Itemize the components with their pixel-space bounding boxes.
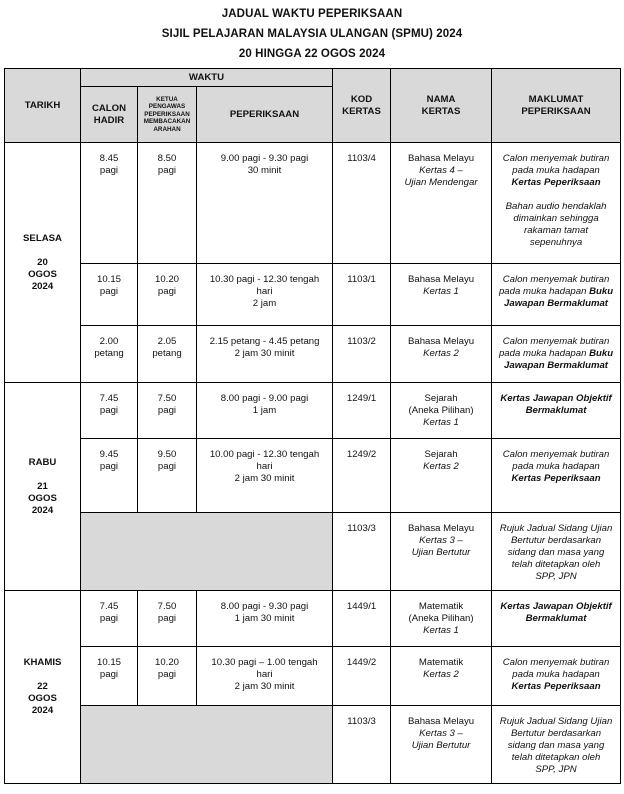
ketua-pengawas-cell (138, 647, 197, 706)
time-period: pagi (157, 405, 177, 416)
kod-kertas-cell (333, 706, 391, 784)
paper-code: 1249/2 (346, 449, 377, 460)
info-line-bold: Kertas Peperiksaan (511, 681, 601, 692)
peperiksaan-cell (197, 264, 333, 326)
maklumat-cell (492, 513, 621, 591)
ketua-header-line-5: ARAHAN (153, 125, 181, 133)
info-line-bold: Kertas Jawapan Objektif (500, 393, 612, 404)
info-line: Bertutur berdasarkan (510, 535, 602, 546)
peperiksaan-cell (197, 591, 333, 647)
nama-kertas-cell (391, 647, 492, 706)
time-value: 10.20 (154, 657, 179, 668)
kod-kertas-cell (333, 591, 391, 647)
info-line: Rujuk Jadual Sidang Ujian (499, 523, 613, 534)
calon-header-line-2: HADIR (93, 114, 125, 126)
day-year: 2024 (31, 705, 54, 716)
time-period: pagi (99, 461, 119, 472)
time-period: petang (152, 348, 182, 359)
paper-type: Ujian Bertutur (411, 547, 471, 558)
time-value: 2.00 (99, 336, 119, 347)
time-value: 8.50 (157, 153, 177, 164)
maklumat-cell (492, 439, 621, 513)
time-value: 7.50 (157, 393, 177, 404)
day-month: OGOS (28, 268, 57, 280)
exam-time-range: 10.30 pagi - 12.30 tengah (209, 274, 320, 285)
maklumat-cell (492, 326, 621, 383)
document-title-block (0, 4, 624, 64)
peperiksaan-cell (197, 143, 333, 264)
ketua-header-line-1: KETUA (156, 95, 178, 103)
subject-name: Sejarah (424, 449, 458, 460)
time-value: 10.20 (154, 274, 179, 285)
exam-time-cont: hari (256, 669, 273, 680)
schedule-table (4, 68, 621, 784)
paper-type: Ujian Bertutur (411, 740, 471, 751)
info-line-bold: Bermaklumat (525, 613, 587, 624)
exam-time-range: 10.30 pagi – 1.00 tengah (211, 657, 318, 668)
table-row (5, 383, 621, 439)
time-period: pagi (99, 405, 119, 416)
peperiksaan-cell (197, 383, 333, 439)
kod-kertas-cell (333, 647, 391, 706)
table-row (5, 264, 621, 326)
exam-duration: 2 jam 30 minit (234, 348, 295, 359)
nama-header-line-2: KERTAS (421, 105, 461, 117)
info-line: SPP, JPN (535, 571, 577, 582)
nama-kertas-cell (391, 264, 492, 326)
time-period: pagi (157, 165, 177, 176)
calon-hadir-cell (81, 326, 138, 383)
paper-number: Kertas 1 (423, 417, 459, 428)
maklumat-header-line-2: PEPERIKSAAN (521, 105, 591, 117)
exam-duration: 2 jam (252, 298, 277, 309)
time-value: 7.45 (99, 393, 119, 404)
paper-number: Kertas 3 – (419, 535, 463, 546)
maklumat-cell (492, 706, 621, 784)
empty-time-cell (81, 706, 333, 784)
day-date: 22 (37, 681, 48, 692)
time-value: 2.05 (157, 336, 177, 347)
exam-duration: 1 jam 30 minit (234, 613, 295, 624)
nama-kertas-cell (391, 591, 492, 647)
kod-kertas-cell (333, 143, 391, 264)
time-period: pagi (157, 669, 177, 680)
info-line-bold: Jawapan Bermaklumat (504, 360, 609, 371)
title-line-3: 20 HINGGA 22 OGOS 2024 (238, 48, 386, 60)
col-header-nama (391, 69, 492, 143)
info-line: rakaman tamat (524, 225, 589, 236)
peperiksaan-cell (197, 647, 333, 706)
col-header-calon-hadir (81, 87, 138, 143)
ketua-pengawas-cell (138, 591, 197, 647)
paper-code: 1103/4 (347, 153, 376, 164)
time-value: 10.15 (96, 657, 121, 668)
nama-kertas-cell (391, 143, 492, 264)
exam-time-range: 9.00 pagi - 9.30 pagi (220, 153, 309, 164)
time-period: pagi (99, 669, 119, 680)
time-period: pagi (99, 286, 119, 297)
paper-number: Kertas 2 (423, 461, 459, 472)
info-line: sidang dan masa yang (507, 547, 605, 558)
exam-time-range: 10.00 pagi - 12.30 tengah (209, 449, 320, 460)
info-line-bold: Kertas Peperiksaan (511, 473, 601, 484)
paper-number: Kertas 2 (423, 348, 459, 359)
day-name: SELASA (23, 232, 62, 244)
paper-code: 1249/1 (346, 393, 377, 404)
paper-code: 1449/1 (346, 601, 377, 612)
kod-kertas-cell (333, 326, 391, 383)
title-line-2: SIJIL PELAJARAN MALAYSIA ULANGAN (SPMU) 2024 (161, 28, 463, 40)
paper-number: Kertas 4 – (419, 165, 463, 176)
paper-type: Ujian Mendengar (404, 177, 478, 188)
nama-header-line-1: NAMA (426, 93, 456, 105)
col-header-peperiksaan: PEPERIKSAAN (197, 87, 333, 143)
info-line: Calon menyemak butiran (502, 274, 610, 285)
ketua-pengawas-cell (138, 383, 197, 439)
day-cell-rabu (5, 383, 81, 591)
paper-number: Kertas 3 – (419, 728, 463, 739)
info-line: Calon menyemak butiran (502, 153, 610, 164)
day-name: KHAMIS (23, 657, 62, 668)
info-text: pada muka hadapan (498, 348, 590, 359)
table-row (5, 591, 621, 647)
calon-hadir-cell (81, 383, 138, 439)
subject-name: Bahasa Melayu (407, 274, 475, 285)
calon-hadir-cell (81, 439, 138, 513)
info-line: sepenuhnya (529, 237, 583, 248)
info-line: pada muka hadapan (512, 165, 600, 176)
maklumat-cell (492, 591, 621, 647)
day-month: OGOS (28, 693, 57, 704)
paper-number: Kertas 2 (423, 669, 459, 680)
exam-time-cont: hari (256, 461, 273, 472)
exam-duration: 2 jam 30 minit (234, 473, 295, 484)
kod-kertas-cell (333, 264, 391, 326)
subject-name: Bahasa Melayu (407, 336, 475, 347)
info-line: telah ditetapkan oleh (511, 559, 601, 570)
table-row (5, 647, 621, 706)
day-year: 2024 (31, 280, 54, 292)
ketua-pengawas-cell (138, 264, 197, 326)
exam-duration: 2 jam 30 minit (234, 681, 295, 692)
title-line-1: JADUAL WAKTU PEPERIKSAAN (221, 8, 403, 20)
subject-name: Sejarah (424, 393, 458, 404)
maklumat-cell (492, 264, 621, 326)
day-cell-khamis (5, 591, 81, 784)
calon-hadir-cell (81, 591, 138, 647)
info-text-bold: Buku (589, 286, 614, 297)
maklumat-cell (492, 143, 621, 264)
time-period: petang (94, 348, 124, 359)
info-line: Rujuk Jadual Sidang Ujian (499, 716, 613, 727)
peperiksaan-cell (197, 439, 333, 513)
day-name: RABU (28, 456, 57, 468)
calon-hadir-cell (81, 647, 138, 706)
time-value: 9.45 (99, 449, 119, 460)
day-year: 2024 (31, 504, 54, 516)
info-line: sidang dan masa yang (507, 740, 605, 751)
info-text: pada muka hadapan (498, 286, 590, 297)
maklumat-header-line-1: MAKLUMAT (528, 93, 584, 105)
info-line-bold: Jawapan Bermaklumat (504, 298, 609, 309)
time-period: pagi (99, 613, 119, 624)
day-month: OGOS (28, 492, 57, 504)
subject-name: Bahasa Melayu (407, 716, 475, 727)
day-date: 21 (37, 480, 48, 492)
time-value: 7.45 (99, 601, 119, 612)
time-period: pagi (157, 286, 177, 297)
maklumat-cell (492, 383, 621, 439)
table-row (5, 706, 621, 784)
time-period: pagi (157, 613, 177, 624)
kod-header-line-2: KERTAS (342, 105, 381, 117)
table-row (5, 439, 621, 513)
ketua-pengawas-cell (138, 439, 197, 513)
time-period: pagi (157, 461, 177, 472)
info-line: Calon menyemak butiran (502, 657, 610, 668)
info-line: SPP, JPN (535, 764, 577, 775)
ketua-pengawas-cell (138, 143, 197, 264)
info-line: dimainkan sehingga (513, 213, 599, 224)
paper-code: 1103/3 (347, 716, 376, 727)
paper-code: 1103/3 (347, 523, 376, 534)
ketua-header-line-2: PENGAWAS (148, 103, 186, 111)
kod-header-line-1: KOD (350, 93, 373, 105)
subject-name: Matematik (418, 657, 464, 668)
col-header-waktu: WAKTU (81, 69, 333, 87)
nama-kertas-cell (391, 326, 492, 383)
info-line: telah ditetapkan oleh (511, 752, 601, 763)
maklumat-cell (492, 647, 621, 706)
exam-duration: 1 jam (252, 405, 277, 416)
info-line: Bahan audio hendaklah (505, 201, 607, 212)
info-line-bold: Kertas Jawapan Objektif (500, 601, 612, 612)
ketua-pengawas-cell (138, 326, 197, 383)
paper-code: 1449/2 (346, 657, 377, 668)
info-gap (494, 189, 618, 201)
exam-time-range: 8.00 pagi - 9.00 pagi (220, 393, 309, 404)
time-value: 7.50 (157, 601, 177, 612)
col-header-ketua-pengawas (138, 87, 197, 143)
header-row-1 (5, 69, 621, 87)
kod-kertas-cell (333, 383, 391, 439)
table-row (5, 513, 621, 591)
info-line-bold: Kertas Peperiksaan (511, 177, 601, 188)
info-line: Bertutur berdasarkan (510, 728, 602, 739)
paper-code: 1103/1 (347, 274, 376, 285)
subject-name: Bahasa Melayu (407, 523, 475, 534)
info-line (494, 348, 618, 360)
nama-kertas-cell (391, 383, 492, 439)
paper-number: Kertas 1 (423, 286, 459, 297)
table-row (5, 326, 621, 383)
paper-number: Kertas 1 (423, 625, 459, 636)
calon-hadir-cell (81, 264, 138, 326)
subject-name: Matematik (418, 601, 464, 612)
ketua-header-line-3: PEPERIKSAAN (144, 110, 190, 118)
paper-code: 1103/2 (347, 336, 376, 347)
col-header-tarikh: TARIKH (5, 69, 81, 143)
peperiksaan-cell (197, 326, 333, 383)
exam-time-range: 8.00 pagi - 9.30 pagi (220, 601, 309, 612)
time-value: 8.45 (99, 153, 119, 164)
time-period: pagi (99, 165, 119, 176)
nama-kertas-cell (391, 706, 492, 784)
info-line: Calon menyemak butiran (502, 336, 610, 347)
info-line: pada muka hadapan (512, 461, 600, 472)
info-text-bold: Buku (589, 348, 614, 359)
nama-kertas-cell (391, 513, 492, 591)
time-value: 10.15 (96, 274, 121, 285)
day-date: 20 (37, 256, 48, 268)
col-header-maklumat (492, 69, 621, 143)
exam-duration: 30 minit (247, 165, 282, 176)
table-row (5, 143, 621, 264)
paper-variant: (Aneka Pilihan) (408, 613, 474, 624)
exam-time-range: 2.15 petang - 4.45 petang (209, 336, 320, 347)
kod-kertas-cell (333, 513, 391, 591)
day-cell-selasa (5, 143, 81, 383)
info-line-bold: Bermaklumat (525, 405, 587, 416)
calon-header-line-1: CALON (91, 102, 127, 114)
kod-kertas-cell (333, 439, 391, 513)
info-line (494, 286, 618, 298)
paper-variant: (Aneka Pilihan) (408, 405, 474, 416)
info-line: Calon menyemak butiran (502, 449, 610, 460)
time-value: 9.50 (157, 449, 177, 460)
subject-name: Bahasa Melayu (407, 153, 475, 164)
col-header-kod (333, 69, 391, 143)
ketua-header-line-4: MEMBACAKAN (143, 118, 191, 126)
info-line: pada muka hadapan (512, 669, 600, 680)
nama-kertas-cell (391, 439, 492, 513)
empty-time-cell (81, 513, 333, 591)
exam-time-cont: hari (256, 286, 273, 297)
calon-hadir-cell (81, 143, 138, 264)
